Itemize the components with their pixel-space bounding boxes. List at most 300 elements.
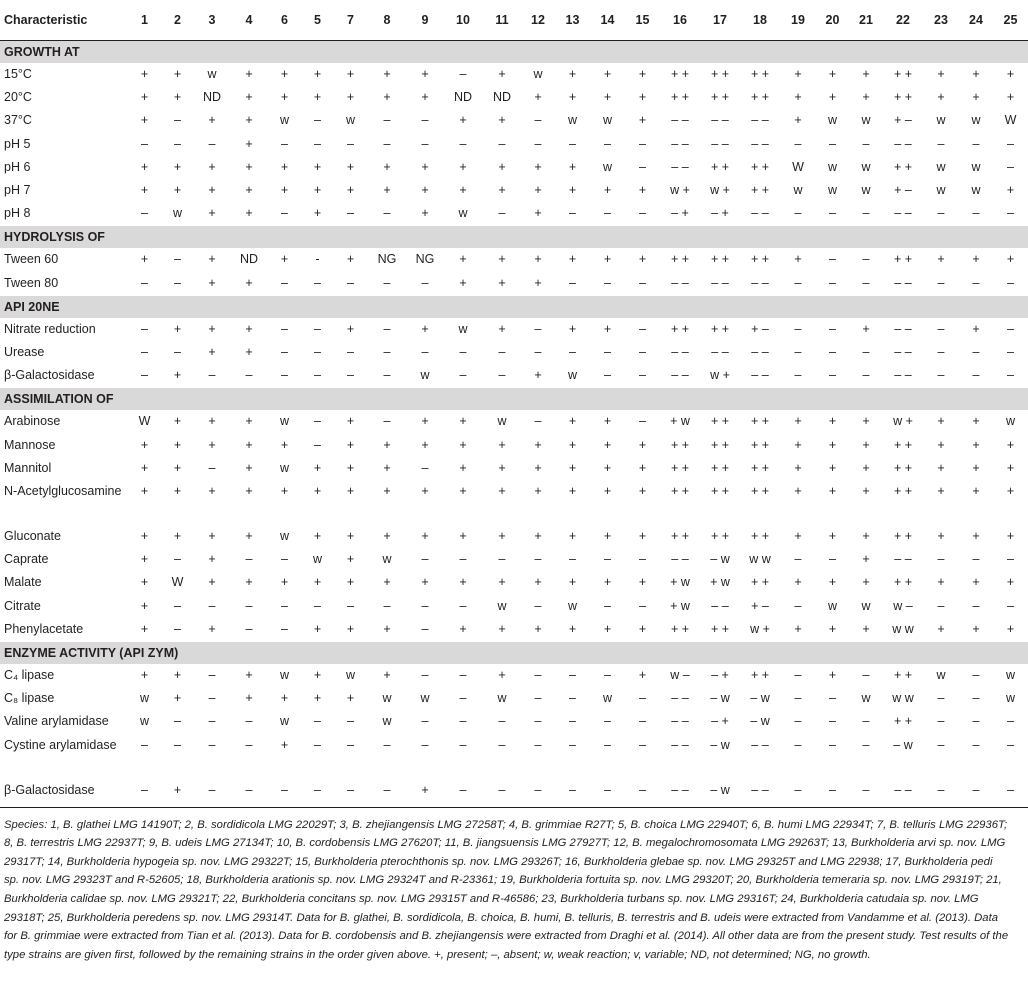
table-cell: –: [639, 345, 646, 360]
table-cell: +: [173, 437, 182, 452]
column-header-species: 21: [849, 0, 883, 41]
table-cell: –: [862, 275, 870, 290]
table-cell: w: [382, 714, 392, 729]
table-row: [0, 410, 1028, 433]
table-cell: +: [794, 575, 802, 590]
table-cell: –: [174, 714, 181, 729]
table-cell: –: [245, 737, 253, 752]
table-cell: + +: [710, 90, 730, 105]
section-title: GROWTH AT: [0, 41, 1028, 64]
table-cell: +: [313, 460, 322, 475]
row-label: pH 5: [4, 136, 31, 151]
header-row: [0, 0, 1028, 41]
table-cell: –: [569, 206, 576, 221]
table-cell: + w: [670, 414, 690, 429]
table-cell: +: [937, 252, 945, 267]
table-cell: –: [639, 552, 646, 567]
table-cell: +: [346, 437, 355, 452]
table-cell: + +: [893, 67, 913, 81]
table-cell: +: [208, 275, 216, 290]
table-cell: w: [936, 183, 946, 198]
table-cell: +: [140, 252, 149, 267]
table-cell: + +: [893, 714, 913, 729]
table-cell: – –: [671, 691, 689, 706]
table-row: [0, 109, 1028, 132]
table-cell: +: [498, 67, 506, 81]
table-cell: +: [828, 67, 837, 81]
table-cell: +: [313, 67, 322, 81]
table-cell: –: [862, 345, 870, 360]
table-cell: w: [1005, 668, 1016, 683]
row-label: Urease: [4, 345, 45, 360]
table-cell: +: [173, 691, 182, 706]
table-cell: +: [313, 575, 322, 590]
table-cell: –: [794, 598, 802, 613]
table-cell: –: [498, 345, 506, 360]
table-cell: –: [141, 136, 148, 151]
table-cell: –: [1007, 737, 1014, 752]
table-cell: –: [534, 136, 542, 151]
table-cell: + +: [750, 252, 770, 267]
table-cell: –: [421, 621, 429, 636]
table-row: [0, 318, 1028, 341]
table-cell: –: [281, 345, 288, 360]
table-cell: +: [245, 691, 253, 706]
table-cell: +: [937, 529, 945, 544]
table-cell: + –: [751, 598, 769, 613]
table-cell: +: [794, 621, 802, 636]
table-cell: -: [315, 252, 320, 267]
table-cell: –: [972, 737, 980, 752]
column-header-characteristic: Characteristic: [0, 0, 128, 41]
table-cell: – –: [660, 779, 700, 808]
table-cell: + +: [893, 159, 913, 174]
table-cell: w +: [893, 414, 913, 429]
table-cell: +: [140, 113, 149, 128]
table-cell: +: [937, 621, 945, 636]
table-cell: –: [314, 136, 321, 151]
table-row: [0, 248, 1028, 271]
table-cell: +: [245, 575, 253, 590]
table-cell: –: [569, 737, 576, 752]
table-cell: +: [173, 414, 182, 429]
table-cell: +: [972, 484, 980, 499]
row-label: Nitrate reduction: [4, 321, 96, 336]
table-cell: +: [280, 183, 289, 198]
table-cell: –: [1007, 368, 1014, 383]
table-cell: + +: [670, 460, 690, 475]
column-header-species: 22: [883, 0, 923, 41]
table-cell: +: [383, 484, 391, 499]
table-cell: – –: [883, 779, 923, 808]
table-cell: +: [1006, 484, 1015, 499]
table-cell: +: [313, 90, 322, 105]
table-cell: –: [498, 368, 506, 383]
table-cell: –: [569, 691, 576, 706]
table-cell: – +: [711, 668, 729, 683]
table-cell: –: [1007, 552, 1014, 567]
table-cell: w: [312, 552, 323, 567]
table-cell: –: [174, 737, 181, 752]
table-cell: – –: [671, 368, 689, 383]
table-cell: + +: [893, 575, 913, 590]
table-cell: – w: [710, 691, 730, 706]
table-cell: +: [346, 529, 355, 544]
table-cell: –: [937, 206, 945, 221]
table-cell: +: [208, 113, 216, 128]
table-cell: +: [383, 529, 391, 544]
table-cell: +: [208, 345, 216, 360]
table-row: [0, 548, 1028, 571]
table-cell: –: [829, 691, 836, 706]
table-cell: +: [534, 484, 542, 499]
table-cell: + +: [670, 67, 690, 81]
table-cell: + +: [893, 668, 913, 683]
table-cell: –: [972, 275, 980, 290]
table-row: [0, 618, 1028, 642]
table-cell: +: [280, 90, 289, 105]
table-cell: –: [794, 206, 802, 221]
table-cell: –: [1007, 136, 1014, 151]
table-cell: –: [604, 552, 611, 567]
table-cell: +: [208, 437, 216, 452]
table-cell: +: [208, 183, 216, 198]
table-cell: +: [245, 136, 253, 151]
table-cell: –: [174, 113, 181, 128]
table-cell: –: [459, 737, 467, 752]
table-cell: w: [345, 113, 356, 128]
table-cell: + +: [750, 183, 770, 198]
table-cell: w: [602, 691, 613, 706]
table-cell: +: [280, 691, 289, 706]
table-cell: +: [603, 484, 612, 499]
table-cell: –: [794, 136, 802, 151]
table-cell: w w: [892, 621, 914, 636]
column-header-species: 15: [625, 0, 660, 41]
table-cell: –: [281, 275, 288, 290]
table-cell: +: [1006, 252, 1015, 267]
table-cell: +: [794, 67, 802, 81]
table-cell: –: [208, 737, 216, 752]
table-cell: +: [313, 668, 322, 683]
table-cell: +: [568, 90, 577, 105]
table-cell: –: [993, 779, 1028, 808]
table-cell: –: [347, 368, 354, 383]
table-cell: +: [421, 529, 429, 544]
table-cell: –: [498, 737, 506, 752]
table-cell: – +: [711, 714, 729, 729]
table-cell: +: [828, 668, 837, 683]
table-cell: w: [497, 414, 507, 429]
table-cell: +: [638, 484, 647, 499]
table-cell: –: [208, 714, 216, 729]
table-cell: –: [534, 598, 542, 613]
table-cell: – –: [894, 552, 912, 567]
section-title: HYDROLYSIS OF: [0, 226, 1028, 249]
table-cell: +: [972, 460, 980, 475]
table-cell: +: [245, 67, 253, 81]
table-cell: +: [245, 321, 253, 336]
table-cell: –: [569, 345, 576, 360]
table-cell: +: [1006, 460, 1015, 475]
table-cell: w: [533, 67, 543, 81]
table-cell: –: [829, 252, 836, 267]
table-cell: +: [421, 90, 429, 105]
table-cell: –: [314, 113, 321, 128]
table-cell: –: [498, 552, 506, 567]
table-cell: –: [590, 779, 625, 808]
table-cell: +: [862, 529, 870, 544]
table-cell: –: [383, 414, 391, 429]
table-cell: –: [639, 598, 646, 613]
table-cell: –: [794, 368, 802, 383]
table-cell: + +: [670, 529, 690, 544]
table-cell: +: [459, 183, 467, 198]
table-cell: +: [498, 183, 506, 198]
section-header-row: [0, 41, 1028, 64]
table-cell: – w: [710, 552, 730, 567]
table-cell: ND: [202, 90, 222, 105]
table-cell: +: [346, 484, 355, 499]
table-cell: –: [421, 460, 429, 475]
table-cell: –: [281, 321, 288, 336]
table-cell: +: [937, 484, 945, 499]
table-cell: w: [971, 183, 981, 198]
table-cell: +: [828, 575, 837, 590]
table-cell: +: [173, 159, 182, 174]
table-cell: w +: [710, 183, 730, 198]
table-cell: –: [174, 598, 181, 613]
column-header-species: 5: [301, 0, 334, 41]
table-cell: +: [313, 206, 322, 221]
table-cell: +: [568, 460, 577, 475]
table-cell: w: [861, 691, 871, 706]
table-cell: w: [827, 183, 838, 198]
table-cell: w: [497, 598, 507, 613]
row-label: Tween 80: [4, 275, 59, 290]
table-row: [0, 457, 1028, 480]
table-cell: – –: [894, 321, 912, 336]
row-label: Valine arylamidase: [4, 714, 109, 729]
table-cell: –: [498, 206, 506, 221]
table-cell: –: [281, 136, 288, 151]
table-cell: –: [141, 321, 148, 336]
table-cell: +: [568, 414, 577, 429]
table-cell: +: [140, 529, 149, 544]
table-cell: + +: [750, 414, 770, 429]
table-cell: + +: [670, 484, 690, 499]
row-label: Cystine arylamidase: [4, 737, 117, 752]
table-cell: –: [972, 136, 980, 151]
table-cell: – w: [893, 737, 913, 752]
table-cell: w: [602, 159, 613, 174]
table-cell: –: [604, 714, 611, 729]
table-cell: +: [280, 159, 289, 174]
table-cell: –: [314, 321, 321, 336]
table-row: [0, 364, 1028, 388]
table-cell: +: [862, 484, 870, 499]
table-cell: –: [569, 136, 576, 151]
column-header-species: 8: [367, 0, 407, 41]
table-cell: +: [534, 252, 542, 267]
table-cell: +: [459, 252, 467, 267]
table-cell: +: [828, 484, 837, 499]
table-cell: –: [972, 714, 980, 729]
table-cell: +: [208, 159, 216, 174]
table-cell: +: [421, 575, 429, 590]
table-cell: +: [828, 414, 837, 429]
table-cell: w –: [670, 668, 690, 683]
table-cell: –: [604, 668, 611, 683]
table-cell: –: [141, 737, 148, 752]
table-cell: –: [174, 345, 181, 360]
table-cell: +: [280, 437, 289, 452]
table-cell: + +: [710, 484, 730, 499]
table-cell: – –: [671, 275, 689, 290]
table-cell: w: [139, 714, 150, 729]
table-cell: +: [346, 621, 355, 636]
table-cell: w: [861, 159, 871, 174]
table-cell: w: [1005, 414, 1016, 429]
table-cell: –: [829, 136, 836, 151]
table-cell: w: [279, 714, 290, 729]
table-cell: –: [314, 714, 321, 729]
table-cell: +: [383, 67, 391, 81]
table-cell: +: [638, 437, 647, 452]
table-cell: +: [568, 575, 577, 590]
table-cell: +: [638, 67, 647, 81]
table-cell: +: [568, 437, 577, 452]
column-header-species: 9: [407, 0, 443, 41]
table-cell: +: [407, 779, 443, 808]
table-cell: +: [972, 621, 980, 636]
table-cell: +: [173, 668, 182, 683]
table-cell: +: [568, 529, 577, 544]
table-cell: –: [862, 737, 870, 752]
table-cell: –: [639, 714, 646, 729]
table-cell: –: [314, 598, 321, 613]
table-row: [0, 133, 1028, 156]
table-cell: + –: [751, 321, 769, 336]
table-cell: –: [937, 136, 945, 151]
table-cell: +: [280, 575, 289, 590]
table-cell: –: [794, 668, 802, 683]
table-cell: –: [604, 206, 611, 221]
table-cell: + +: [710, 252, 730, 267]
table-cell: +: [140, 437, 149, 452]
table-cell: +: [421, 183, 429, 198]
row-label: Arabinose: [4, 414, 61, 429]
table-cell: +: [534, 90, 542, 105]
table-cell: +: [173, 484, 182, 499]
table-cell: –: [459, 368, 467, 383]
table-cell: –: [829, 321, 836, 336]
table-cell: +: [313, 183, 322, 198]
row-label: Citrate: [4, 598, 41, 613]
column-header-species: 23: [923, 0, 959, 41]
table-cell: +: [794, 90, 802, 105]
table-cell: w: [345, 668, 356, 683]
table-cell: +: [638, 183, 647, 198]
table-cell: – w: [750, 691, 770, 706]
table-cell: w +: [710, 368, 730, 383]
table-cell: –: [849, 779, 883, 808]
table-cell: w: [382, 552, 392, 567]
table-cell: –: [937, 321, 945, 336]
section-header-row: [0, 226, 1028, 249]
table-cell: + +: [893, 460, 913, 475]
table-cell: +: [208, 252, 216, 267]
table-cell: +: [346, 159, 355, 174]
column-header-species: 2: [161, 0, 194, 41]
row-label: C₄ lipase: [4, 668, 55, 683]
row-label: pH 8: [4, 206, 31, 221]
table-cell: +: [459, 575, 467, 590]
table-cell: + +: [670, 321, 690, 336]
table-cell: –: [639, 275, 646, 290]
table-cell: NG: [415, 252, 435, 267]
table-cell: +: [828, 529, 837, 544]
section-title: ASSIMILATION OF: [0, 388, 1028, 411]
table-cell: –: [521, 779, 555, 808]
table-cell: +: [161, 779, 194, 808]
table-cell: –: [245, 714, 253, 729]
row-label: pH 7: [4, 183, 31, 198]
table-cell: +: [794, 484, 802, 499]
table-cell: +: [603, 183, 612, 198]
table-cell: –: [829, 552, 836, 567]
table-cell: +: [498, 252, 506, 267]
table-cell: +: [794, 252, 802, 267]
table-row: [0, 734, 1028, 779]
section-title: ENZYME ACTIVITY (API ZYM): [0, 642, 1028, 665]
table-cell: + +: [710, 321, 730, 336]
table-cell: –: [639, 737, 646, 752]
table-cell: +: [173, 529, 182, 544]
table-cell: + +: [670, 437, 690, 452]
table-cell: –: [816, 779, 849, 808]
table-cell: –: [459, 598, 467, 613]
table-cell: w: [827, 113, 838, 128]
table-cell: –: [208, 368, 216, 383]
row-label: Malate: [4, 575, 42, 590]
table-cell: +: [603, 321, 612, 336]
column-header-species: 16: [660, 0, 700, 41]
table-cell: – –: [671, 714, 689, 729]
table-cell: + +: [893, 484, 913, 499]
table-cell: –: [534, 321, 542, 336]
table-cell: +: [937, 414, 945, 429]
table-cell: +: [140, 621, 149, 636]
table-cell: –: [141, 345, 148, 360]
column-header-species: 10: [443, 0, 483, 41]
table-cell: –: [459, 691, 467, 706]
table-cell: +: [603, 529, 612, 544]
table-cell: –: [937, 345, 945, 360]
table-cell: +: [937, 575, 945, 590]
table-cell: +: [862, 90, 870, 105]
table-cell: –: [794, 552, 802, 567]
table-cell: – –: [751, 113, 769, 128]
table-cell: –: [937, 275, 945, 290]
table-row: [0, 687, 1028, 710]
table-cell: +: [603, 252, 612, 267]
table-cell: –: [194, 779, 230, 808]
table-cell: –: [268, 779, 301, 808]
table-cell: –: [937, 714, 945, 729]
table-row: [0, 272, 1028, 296]
table-cell: –: [829, 714, 836, 729]
